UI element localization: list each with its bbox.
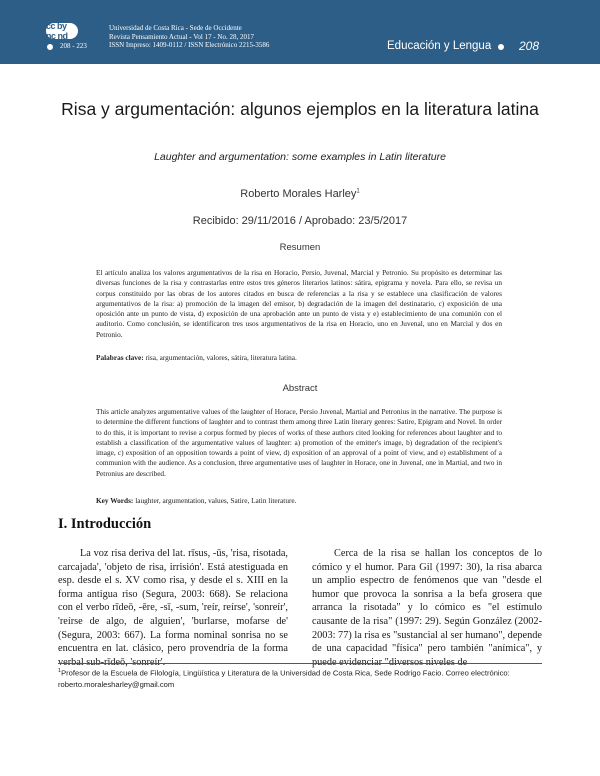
article-title: Risa y argumentación: algunos ejemplos en la literatura latina (61, 99, 539, 119)
body-column-right: Cerca de la risa se hallan los conceptos de lo cómico y el humor. Para Gil (1997: 30), la risa abarca un amplio espectro de fenómenos que van "desde el humor que provoca la sonrisa a la befa grosera que arranca la risotada" y lo cómico es "el estímulo causante de la risa" (1997: 29). Según González (2002-2003: 77) la risa es "sustancial al ser humano", depende de una capacidad "física" pero también "anímica", y puede evidenciar "diversos niveles de (312, 548, 542, 668)
footnote-divider (58, 663, 542, 664)
journal-header (0, 0, 600, 64)
keywords-en (96, 496, 502, 505)
journal-volume: Revista Pensamiento Actual - Vol 17 - No. 28, 2017 (109, 32, 254, 41)
submission-dates: Recibido: 29/11/2016 / Aprobado: 23/5/2017 (192, 215, 408, 227)
section-name: Educación y Lengua (387, 40, 492, 52)
header-dot-icon (47, 44, 53, 50)
keywords-values: risa, argumentación, valores, sátira, literatura latina. (145, 353, 297, 362)
footnote (58, 666, 542, 690)
resumen-text: El artículo analiza los valores argumentativos de la risa en Horacio, Persio, Juvenal, Marcial y Petronio. Su propósito es determinar las diversas funciones de la risa y contrastarlas entre estos tres géneros literarios latinos: sátira, epigrama y novela. Para ello, se revisa un corpus constituido por las obras de los autores citados en busca de referencias a la risa y se establece una clasificación de valores argumentativos de la risa: a) promoción de la imagen del emisor, b) degradación de la imagen del destinatario, c) exposición de una oposición ante un punto de vista, d) exposición de una aprobación ante un punto de vista y e) establecimiento de una comunión con el auditorio. Como conclusión, se identificaron tres usos argumentativos de la risa en Horacio, uno en Juvenal, uno en Marcial y dos en Petronio. (96, 268, 502, 339)
abstract-text: This article analyzes argumentative values of the laughter of Horace, Persio Juvenal, Martial and Petronius in the narrative. The purpose is to determine the different functions of laughter and to contrast them among three Latin literary genres: Satire, Epigram and Novel. In order to do this, it is important to revise a corpus formed by pieces of works of these authors cited looking for references about laughter and to establish a classification of the argumentative values of laughter: a) promotion of the emitter's image, b) degradation of the recipient's image, c) exposition of an opposition towards a point of view, d) exposition of an approval of a point of view, and e) establishment of a communion with the audience. As a conclusion, three argumentative uses of laughter in Horace, one in Juvenal, one in Martial, and two in Petronius are described. (96, 407, 502, 478)
author-name: Roberto Morales Harley (240, 188, 357, 200)
footnote-link[interactable]: 1 (356, 188, 360, 195)
journal-info (109, 24, 269, 50)
creative-commons-license-icon[interactable] (46, 23, 78, 39)
page-range: 208 - 223 (60, 42, 87, 50)
keywords-values: laughter, argumentation, values, Satire, Latin literature. (135, 496, 297, 505)
abstract-heading: Abstract (282, 383, 318, 394)
license-badge-text: cc by nc nd (46, 21, 68, 41)
article-subtitle: Laughter and argumentation: some examples in Latin literature (154, 151, 446, 163)
keywords-label: Key Words: (96, 496, 134, 505)
journal-university: Universidad de Costa Rica - Sede de Occidente (109, 24, 242, 32)
header-dot-icon (498, 44, 504, 50)
page-number: 208 (519, 39, 540, 53)
keywords-es (96, 353, 502, 362)
keywords-label: Palabras clave: (96, 353, 144, 362)
resumen-heading: Resumen (279, 242, 321, 253)
author-line (0, 188, 600, 200)
body-column-left: La voz risa deriva del lat. rīsus, -ūs, 'risa, risotada, carcajada', 'objeto de risa, irrisión'. Está atestiguada en esp. desde el s. XV como risa, y desde el s. XIII en la forma antigua riso (Segura, 2003: 668). Se relaciona con el verbo rīdeō, -ēre, -sī, -sum, 'reír, reírse', 'sonreír', 'reírse de algo, de alguien', 'burlarse, mofarse de' (Segura, 2003: 667). La forma nominal sonrisa no se encuentra en lat. clásico, pero provendría de la forma verbal sub-rīdeō, 'sonreír'. (58, 548, 288, 668)
section-heading: I. Introducción (58, 516, 152, 532)
footnote-mark: 1 (58, 668, 62, 674)
footnote-text: Profesor de la Escuela de Filología, Lingüística y Literatura de la Universidad de Costa Rica, Sede Rodrigo Facio. Correo electrónico: roberto.moralesharley@gmail.com (58, 668, 510, 689)
journal-issn: ISSN Impreso: 1409-0112 / ISSN Electrónico 2215-3586 (109, 41, 270, 49)
